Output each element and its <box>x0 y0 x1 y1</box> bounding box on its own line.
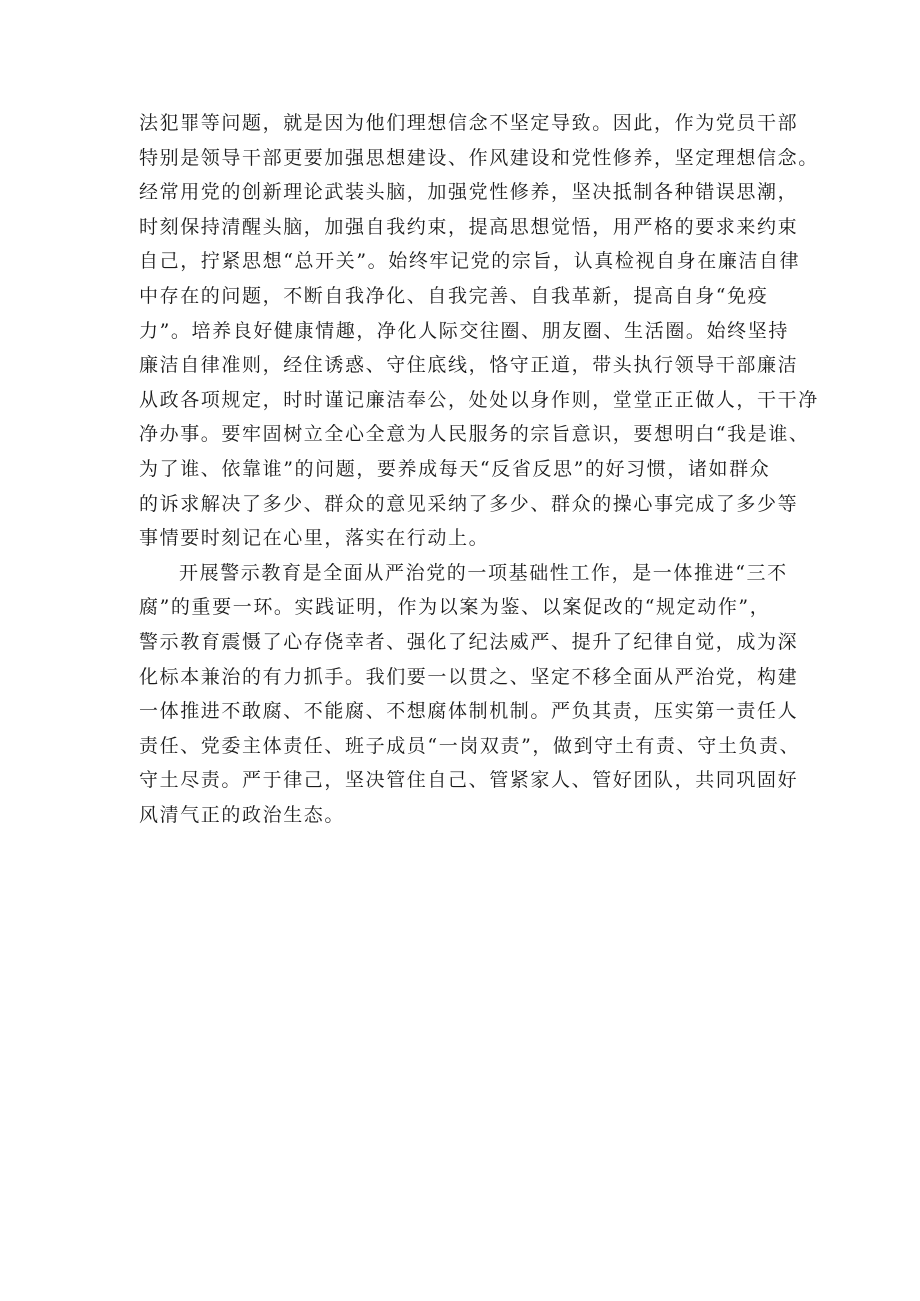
text-line: 守土尽责。严于律己，坚决管住自己、管紧家人、管好团队，共同巩固好 <box>139 769 799 792</box>
text-line: 特别是领导干部更要加强思想建设、作风建设和党性修养，坚定理想信念。 <box>139 146 819 169</box>
text-line: 开展警示教育是全面从严治党的一项基础性工作，是一体推进“三不 <box>179 561 788 584</box>
text-line: 经常用党的创新理论武装头脑，加强党性修养，坚决抵制各种错误思潮， <box>139 181 799 204</box>
text-line: 力”。培养良好健康情趣，净化人际交往圈、朋友圈、生活圈。始终坚持 <box>139 319 789 342</box>
body-text <box>139 106 819 832</box>
text-line: 腐”的重要一环。实践证明，作为以案为鉴、以案促改的“规定动作”， <box>139 596 771 619</box>
text-line: 化标本兼治的有力抓手。我们要一以贯之、坚定不移全面从严治党，构建 <box>139 665 799 688</box>
paragraph-2 <box>139 556 799 833</box>
text-line: 自己，拧紧思想“总开关”。始终牢记党的宗旨，认真检视自身在廉洁自律 <box>139 250 801 273</box>
paragraph-1 <box>139 106 819 556</box>
text-line: 事情要时刻记在心里，落实在行动上。 <box>139 527 490 550</box>
text-line: 法犯罪等问题，就是因为他们理想信念不坚定导致。因此，作为党员干部 <box>139 112 799 134</box>
text-line: 从政各项规定，时时谨记廉洁奉公，处处以身作则，堂堂正正做人，干干净 <box>139 388 819 411</box>
text-line: 中存在的问题，不断自我净化、自我完善、自我革新，提高自身“免疫 <box>139 284 769 307</box>
text-line: 廉洁自律准则，经住诱惑、守住底线，恪守正道，带头执行领导干部廉洁 <box>139 354 799 377</box>
text-line: 的诉求解决了多少、群众的意见采纳了多少、群众的操心事完成了多少等 <box>139 492 799 515</box>
text-line: 警示教育震慑了心存侥幸者、强化了纪法威严、提升了纪律自觉，成为深 <box>139 630 799 653</box>
text-line: 时刻保持清醒头脑，加强自我约束，提高思想觉悟，用严格的要求来约束 <box>139 215 799 238</box>
text-line: 为了谁、依靠谁”的问题，要养成每天“反省反思”的好习惯，诸如群众 <box>139 457 771 480</box>
text-line: 风清气正的政治生态。 <box>139 803 346 826</box>
text-line: 净办事。要牢固树立全心全意为人民服务的宗旨意识，要想明白“我是谁、 <box>139 423 810 446</box>
text-line: 责任、党委主体责任、班子成员“一岗双责”，做到守土有责、守土负责、 <box>139 734 801 757</box>
text-line: 一体推进不敢腐、不能腐、不想腐体制机制。严负其责，压实第一责任人 <box>139 700 799 723</box>
